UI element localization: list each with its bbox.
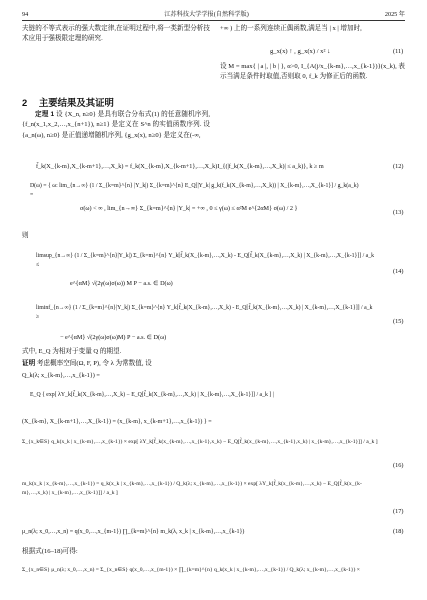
theorem-block — [22, 110, 210, 141]
page-number: 94 — [22, 11, 29, 18]
proof-text: 考虑概率空间(Ω, F, P), 令 λ 为常数值, 设 — [36, 360, 152, 367]
equation-13: σ(ω) < ∞ , lim_{n→∞} Σ_{k=m}^{n} |Y_k| = +∞ , 0 ≤ γ(ω) ≤ α²M e^{2αM} σ(ω) / 2 } — [80, 205, 298, 212]
section-number: 2 — [22, 97, 28, 108]
theorem-paragraph — [22, 110, 210, 141]
right-column-cond — [220, 62, 405, 83]
equation-number-12: (12) — [393, 163, 404, 170]
equation-number-17: (17) — [393, 508, 404, 515]
equation-number-15: (15) — [393, 318, 404, 325]
expectation-note: 式中, E_Q 为相对于变量 Q 的期望. — [22, 348, 122, 355]
equation-17: m_k(x_k | x_{k-m},…,x_{k-1}) = q_k(x_k | x_{k-m},…,x_{k-1}) / Q_k(λ; x_{k-m},…,x_{k-1}) × exp[ λY_k[f̃_k(x_{k-m},…,x_k) − E_Q[f̃_k(x_{k-m},…,x_k) | x_{k-m},…,x_{k-1}]] / a_k ] — [22, 481, 362, 496]
q-definition-line-4: Σ_{x_k∈S} q_k(x_k | x_{k-m},…,x_{k-1}) × exp[ λY_k[f̃_k(x_{k-m},…,x_{k-1},x_k) − E_Q[f̃_k(x_{k-m},…,x_{k-1},x_k) | x_{k-m},…,x_{k-1}]] / a_k ] — [22, 439, 378, 445]
equation-number-11: (11) — [393, 48, 404, 55]
equation-number-16: (16) — [393, 462, 404, 469]
final-equation: Σ_{x_n∈S} μ_n(λ; x_0,…,x_n) = Σ_{x_n∈S} q(x_0,…,x_{m-1}) × ∏_{k=m}^{n} q_k(x_k | x_{k-m},…,x_{k-1}) / Q_k(λ; x_{k-m},…,x_{k-1}) × — [22, 567, 360, 573]
section-title: 主要结果及其证明 — [38, 97, 114, 108]
then-word: 则 — [22, 232, 29, 239]
theorem-text: 设 {X_n, n≥0} 是具有联合分布式(1) 的任意随机序列, {f_n(x_1,x_2,…,x_{n+1}), n≥1} 是定义在 S^n 的实值函数序列. 设 {a_n(ω), n≥0} 是正值递增随机序列, {g_x(x), n≥0} 是定义在(-∞, — [22, 111, 211, 139]
q-definition-line-3: (X_{k-m}, X_{k-m+1},…,X_{k-1}) = (x_{k-m}, x_{k-m+1},…,x_{k-1}) } = — [22, 419, 212, 425]
equation-11: g_x(x) ↑ , g_x(x) / x² ↓ — [270, 48, 331, 55]
equation-number-14: (14) — [393, 268, 404, 275]
q-definition-line-2: E_Q { exp[ λY_k[f̃_k(X_{k-m},…,X_k) − E_Q[f̃_k(X_{k-m},…,X_k) | X_{k-m},…,X_{k-1}]] / a_k ] | — [30, 392, 274, 398]
f-tilde-definition: f̃_k(X_{k-m},X_{k-m+1},…,X_k) = f_k(X_{k-m},X_{k-m+1},…,X_k)I_{(|f_k(X_{k-m},…,X_k)| ≤ a_k)}, k ≥ m — [36, 163, 324, 170]
running-header — [22, 6, 405, 21]
equation-18: μ_n(λ; x_0,…,x_n) = q(x_0,…,x_{m-1}) ∏_{k=m}^{n} m_k(λ, x_k | x_{k-m},…,x_{k-1}) — [22, 529, 245, 535]
section-heading — [22, 95, 114, 109]
proof-intro — [22, 360, 152, 369]
journal-name: 江苏科技大学学报(自然科学版) — [164, 11, 249, 18]
theorem-label: 定理 1 — [35, 111, 55, 118]
left-column-intro — [22, 24, 210, 45]
right-column-intro — [220, 24, 405, 34]
equation-14-rhs: e^{αM} √(2γ(ω)σ(ω)) M P − a.s. ∈ D(ω) — [70, 280, 173, 287]
intro-right-2: 设 M = max{ | a |, | b | }, α>0, I_{A(j/x_{k-m},…,x_{k-1})}(x_k), 表示当满足条件时取值,否则取 0, f_k 为修正后的函数. — [220, 63, 405, 81]
equation-15: liminf_{n→∞} (1 / Σ_{k=m}^{n}|Y_k|) Σ_{k=m}^{n} Y_k[f̃_k(X_{k-m},…,X_k) - E_Q[f̃_k(X_{k-m},…,X_k) | X_{k-m},…,X_{k-1}]] / a_k ≥ — [36, 305, 373, 320]
intro-paragraph: 夫链的不等式表示的强大数定律,在证明过程中,将一类新型分析技术应用于强极限定理的研究. — [22, 25, 210, 43]
equation-number-13: (13) — [393, 209, 404, 216]
q-definition: Q_k(λ; x_{k-m},…,x_{k-1}) = — [22, 372, 100, 379]
proof-label: 证明 — [22, 360, 36, 367]
intro-right-1: +∞ ) 上的一系列连续正偶函数,满足当 | x | 增加时, — [220, 25, 362, 32]
from-equations-text: 根据式(16–18)可得: — [22, 548, 78, 555]
d-omega-definition: D(ω) = { ω: lim_{n→∞} (1 / Σ_{k=m}^{n} |Y_k|) Σ_{k=m}^{n} E_Q[|Y_k| g_k(f_k(X_{k-m},…,X_k)) | X_{k-m},…,X_{k-1}] / g_k(a_k) = — [30, 183, 359, 198]
equation-number-18: (18) — [393, 528, 404, 535]
journal-year: 2025 年 — [384, 11, 405, 18]
equation-14: limsup_{n→∞} (1 / Σ_{k=m}^{n}|Y_k|) Σ_{k=m}^{n} Y_k[f̃_k(X_{k-m},…,X_k) - E_Q[f̃_k(X_{k-m},…,X_k) | X_{k-m},…,X_{k-1}]] / a_k ≤ — [36, 253, 375, 268]
equation-15-rhs: − e^{αM} √(2γ(ω)σ(ω)M) P − a.s. ∈ D(ω) — [60, 334, 167, 341]
